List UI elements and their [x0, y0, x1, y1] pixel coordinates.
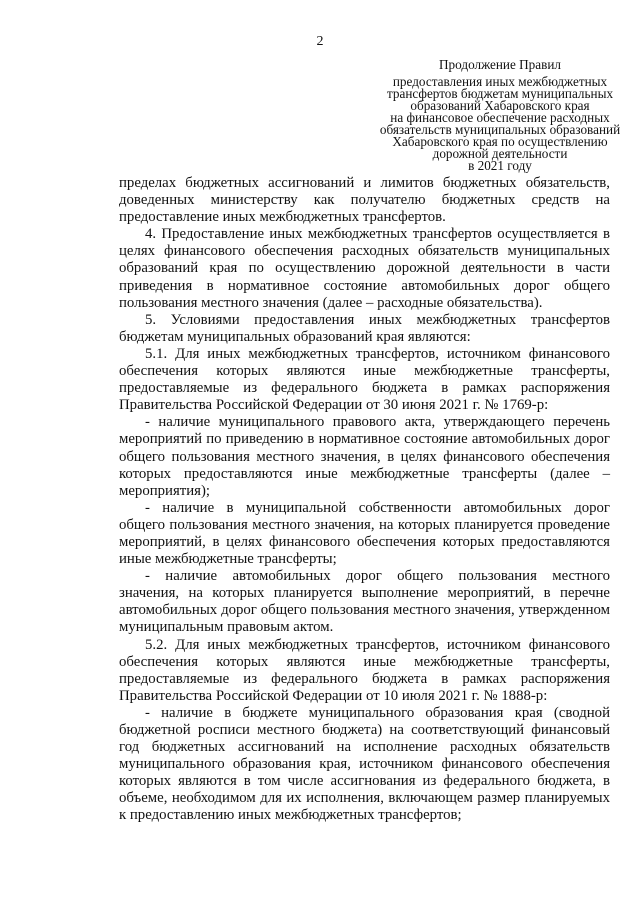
header-line: на финансовое обеспечение расходных — [390, 110, 610, 125]
body-line: обеспечения которых являются иные межбюджетные трансферты, — [119, 363, 610, 380]
body-line: Правительства Российской Федерации от 30 июня 2021 г. № 1769-р: — [119, 397, 549, 414]
document-header — [362, 59, 638, 172]
body-line: 5.2. Для иных межбюджетных трансфертов, источником финансового — [145, 636, 610, 653]
body-line: предоставляемые из федерального бюджета в рамках распоряжения — [119, 670, 610, 687]
body-line: пределах бюджетных ассигнований и лимитов бюджетных обязательств, — [119, 175, 610, 191]
body-line: обеспечения которых являются иные межбюджетные трансферты, — [119, 653, 610, 670]
body-line: год бюджетных ассигнований на исполнение расходных обязательств — [119, 739, 610, 756]
body-line: предоставляемые из федерального бюджета в рамках распоряжения — [119, 380, 610, 397]
body-line: бюджетам муниципальных образований края являются: — [119, 328, 471, 345]
body-line: общего пользования местного значения, в целях финансового обеспечения — [119, 448, 610, 465]
body-line: Правительства Российской Федерации от 10 июля 2021 г. № 1888-р: — [119, 687, 548, 704]
body-line: автомобильных дорог общего пользования местного значения, утвержденном — [119, 602, 610, 619]
body-line: предоставление иных межбюджетных трансфертов. — [119, 209, 446, 226]
body-line: которых предоставляются иные межбюджетные трансферты (далее – — [119, 465, 610, 482]
body-line: общего пользования местного значения, на которых планируется проведение — [119, 516, 610, 533]
header-line: обязательств муниципальных образований — [379, 122, 621, 137]
body-line: бюджетной росписи местного бюджета) на соответствующий финансовый — [119, 722, 610, 738]
body-line: 5.1. Для иных межбюджетных трансфертов, источником финансового — [145, 345, 610, 362]
body-line: значения, на которых планируется выполнение мероприятий, в перечне — [119, 585, 610, 602]
body-line: доведенных министерству как получателю бюджетных средств на — [119, 192, 610, 209]
body-line: объеме, необходимом для их исполнения, включающем размер планируемых — [119, 790, 610, 807]
header-line: в 2021 году — [468, 158, 532, 173]
header-line: Продолжение Правил — [439, 57, 561, 72]
document-body — [119, 175, 610, 825]
body-line: пользования местного значения (далее – расходные обязательства). — [119, 294, 543, 311]
body-line: иные межбюджетные трансферты; — [119, 551, 337, 568]
body-line: целях финансового обеспечения расходных обязательств муниципальных — [119, 243, 610, 260]
body-line: 4. Предоставление иных межбюджетных трансфертов осуществляется в — [145, 226, 610, 243]
body-line: мероприятий, в целях финансового обеспечения которых предоставляются — [119, 533, 610, 550]
body-line: к предоставлению иных межбюджетных трансфертов; — [119, 807, 462, 824]
page-number: 2 — [316, 34, 324, 49]
header-line: дорожной деятельности — [432, 146, 568, 161]
body-line: мероприятия); — [119, 482, 210, 499]
body-line: - наличие в муниципальной собственности автомобильных дорог — [145, 499, 610, 516]
body-line: - наличие автомобильных дорог общего пользования местного — [145, 568, 610, 585]
body-line: 5. Условиями предоставления иных межбюджетных трансфертов — [145, 311, 610, 328]
body-line: муниципальным правовым актом. — [119, 619, 334, 636]
body-line: - наличие в бюджете муниципального образования края (сводной — [145, 704, 610, 721]
header-line: трансфертов бюджетам муниципальных — [386, 86, 614, 101]
body-line: мероприятий по приведению в нормативное состояние автомобильных дорог — [119, 431, 610, 448]
body-line: которых являются в том числе ассигнования из федерального бюджета, в — [119, 773, 610, 790]
body-line: - наличие муниципального правового акта, утверждающего перечень — [145, 414, 610, 431]
header-line: образований Хабаровского края — [410, 98, 590, 113]
header-line: Хабаровского края по осуществлению — [392, 134, 608, 149]
body-line: приведения в нормативное состояние автомобильных дорог общего — [119, 277, 610, 294]
body-line: образований края по осуществлению дорожной деятельности в части — [119, 260, 610, 277]
header-line: предоставления иных межбюджетных — [392, 74, 608, 89]
body-line: муниципального образования края, источником финансового обеспечения — [119, 756, 610, 773]
